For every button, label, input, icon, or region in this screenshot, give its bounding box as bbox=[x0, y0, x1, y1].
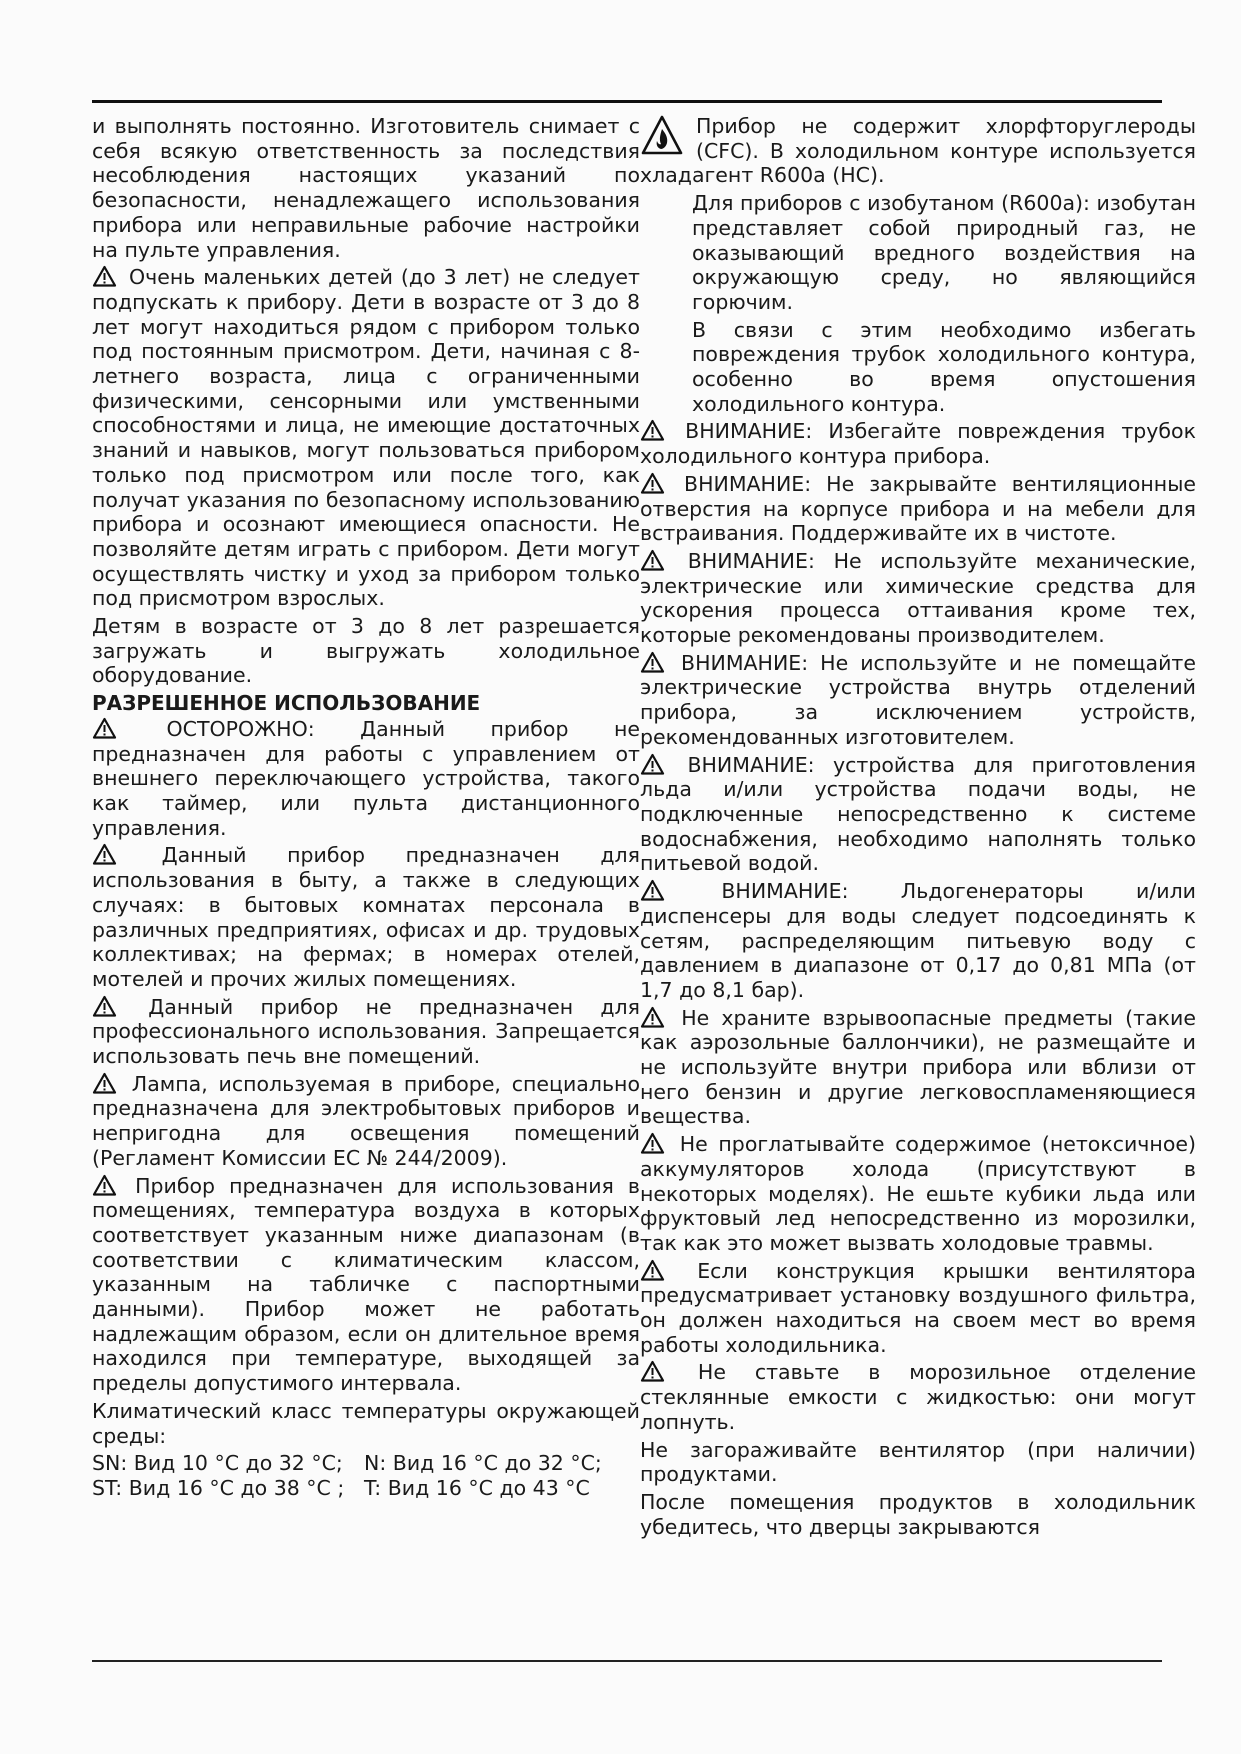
warning-9 bbox=[640, 1259, 1196, 1358]
warning-icon bbox=[92, 1072, 117, 1094]
warning-icon bbox=[640, 753, 665, 775]
section-heading: РАЗРЕШЕННОЕ ИСПОЛЬЗОВАНИЕ bbox=[92, 691, 481, 716]
fan-paragraph: Не загораживайте вентилятор (при наличии) продуктами. bbox=[640, 1437, 1196, 1487]
warning-icon bbox=[640, 549, 665, 571]
warning-icon bbox=[640, 1360, 665, 1382]
lamp-text: Лампа, используемая в приборе, специально предназначена для электробытовых приборов и непригодна для освещения помещений (Регламент Комиссии ЕС № 244/2009). bbox=[92, 1071, 640, 1170]
not-professional-paragraph bbox=[92, 995, 640, 1069]
not-professional-text: Данный прибор не предназначен для профессионального использования. Запрещается использовать печь вне помещений. bbox=[92, 994, 640, 1069]
left-column bbox=[92, 114, 640, 1501]
climate-row-1 bbox=[92, 1451, 640, 1476]
cfc-text-1: Прибор не содержит хлорфторуглероды (CFC). В холодильном контуре используется хладагент R600a (HC). bbox=[640, 114, 1196, 188]
household-paragraph bbox=[92, 843, 640, 991]
right-column bbox=[640, 114, 1196, 1542]
warning-icon bbox=[92, 995, 117, 1017]
warning-icon bbox=[640, 879, 665, 901]
warning-10 bbox=[640, 1360, 1196, 1434]
warning-icon bbox=[92, 843, 117, 865]
rooms-paragraph bbox=[92, 1174, 640, 1396]
warning-7 bbox=[640, 1006, 1196, 1130]
household-text: Данный прибор предназначен для использования в быту, а также в следующих случаях: в бытовых комнатах персонала в различных предприятиях, офисах и др. трудовых коллективах; на фермах; в номерах отелей, мотелей и прочих жилых помещениях. bbox=[92, 843, 640, 991]
climate-sn: SN: Вид 10 °C до 32 °C; bbox=[92, 1451, 343, 1476]
warning-4-text: ВНИМАНИЕ: Не используйте и не помещайте электрические устройства внутрь отделений прибора, за исключением устройств, рекомендованных изготовителем. bbox=[640, 650, 1196, 749]
warning-9-text: Если конструкция крышки вентилятора предусматривает установку воздушного фильтра, он должен находиться на своем мест во время работы холодильника. bbox=[640, 1258, 1196, 1357]
warning-1-text: ВНИМАНИЕ: Избегайте повреждения трубок холодильного контура прибора. bbox=[640, 419, 1196, 469]
lamp-paragraph bbox=[92, 1072, 640, 1171]
warning-1 bbox=[640, 419, 1196, 468]
flammable-warning-icon bbox=[640, 114, 684, 158]
warning-2 bbox=[640, 472, 1196, 546]
warning-6 bbox=[640, 879, 1196, 1003]
rooms-text: Прибор предназначен для использования в помещениях, температура воздуха в которых соответствует указанным ниже диапазонам (в соответствии с климатическим классом, указанным на табличке с паспортными данными). Прибор может не работать надлежащим образом, если он длительное время находился при температуре, выходящей за пределы допустимого интервала. bbox=[92, 1173, 640, 1396]
warning-8 bbox=[640, 1132, 1196, 1256]
climate-st: ST: Вид 16 °C до 38 °C ; bbox=[92, 1475, 345, 1500]
cfc-text-3: В связи с этим необходимо избегать повреждения трубок холодильного контура, особенно во время опустошения холодильного контура. bbox=[692, 317, 1196, 416]
warning-3-text: ВНИМАНИЕ: Не используйте механические, электрические или химические средства для ускорения процесса оттаивания кроме тех, которые рекомендованы производителем. bbox=[640, 548, 1196, 648]
cfc-block bbox=[640, 114, 1196, 416]
warning-icon bbox=[640, 419, 665, 441]
children-warning-text: Очень маленьких детей (до 3 лет) не следует подпускать к прибору. Дети в возрасте от 3 до 8 лет могут находиться рядом с прибором только под постоянным присмотром. Дети, начиная с 8-летнего возраста, лица с ограниченными физическими, сенсорными или умственными способностями и лица, не имеющие достаточных знаний и навыков, могут пользоваться прибором только под присмотром или после того, как получат указания по безопасному использованию прибора и осознают имеющиеся опасности. Не позволяйте детям играть с прибором. Дети могут осуществлять чистку и уход за прибором только под присмотром взрослых. bbox=[92, 265, 640, 611]
intro-paragraph: и выполнять постоянно. Изготовитель снимает с себя всякую ответственность за последствия несоблюдения настоящих указаний по безопасности, ненадлежащего использования прибора или неправильные рабочие настройки на пульте управления. bbox=[92, 114, 640, 262]
warning-icon bbox=[640, 651, 665, 673]
warning-icon bbox=[92, 265, 117, 287]
warning-icon bbox=[640, 1006, 665, 1028]
warning-2-text: ВНИМАНИЕ: Не закрывайте вентиляционные отверстия на корпусе прибора и на мебели для встраивания. Поддерживайте их в чистоте. bbox=[640, 471, 1196, 546]
children-loading: Детям в возрасте от 3 до 8 лет разрешается загружать и выгружать холодильное оборудование. bbox=[92, 614, 640, 688]
warning-4 bbox=[640, 651, 1196, 750]
warning-icon bbox=[640, 472, 665, 494]
warning-8-text: Не проглатывайте содержимое (нетоксичное) аккумуляторов холода (присутствуют в некоторых моделях). Не ешьте кубики льда или фруктовый лед непосредственно из морозилки, так как это может вызвать холодовые травмы. bbox=[640, 1132, 1196, 1255]
warning-icon bbox=[92, 717, 117, 739]
caution-paragraph bbox=[92, 717, 640, 841]
climate-n: N: Вид 16 °C до 32 °C; bbox=[364, 1451, 602, 1476]
doors-paragraph: После помещения продуктов в холодильник убедитесь, что дверцы закрываются bbox=[640, 1489, 1196, 1539]
bottom-rule bbox=[92, 1660, 1162, 1662]
warning-5-text: ВНИМАНИЕ: устройства для приготовления льда и/или устройства подачи воды, не подключенные непосредственно к системе водоснабжения, необходимо наполнять только питьевой водой. bbox=[640, 752, 1196, 876]
children-warning bbox=[92, 265, 640, 611]
warning-10-text: Не ставьте в морозильное отделение стеклянные емкости с жидкостью: они могут лопнуть. bbox=[640, 1360, 1196, 1434]
top-rule bbox=[92, 100, 1162, 103]
warning-icon bbox=[640, 1132, 665, 1154]
cfc-text-2: Для приборов с изобутаном (R600a): изобутан представляет собой природный газ, не оказывающий вредного воздействия на окружающую среду, но являющийся горючим. bbox=[692, 191, 1196, 314]
warning-3 bbox=[640, 549, 1196, 648]
warning-icon bbox=[640, 1259, 665, 1281]
warning-icon bbox=[92, 1174, 117, 1196]
climate-label: Климатический класс температуры окружающей среды: bbox=[92, 1398, 640, 1448]
climate-t: T: Вид 16 °C до 43 °C bbox=[364, 1475, 590, 1500]
caution-text: ОСТОРОЖНО: Данный прибор не предназначен для работы с управлением от внешнего переключающего устройства, такого как таймер, или пульта дистанционного управления. bbox=[92, 716, 640, 840]
warning-5 bbox=[640, 753, 1196, 877]
climate-row-2 bbox=[92, 1476, 640, 1501]
warning-6-text: ВНИМАНИЕ: Льдогенераторы и/или диспенсеры для воды следует подсоединять к сетям, распределяющим питьевую воду с давлением в диапазоне от 0,17 до 0,81 МПа (от 1,7 до 8,1 бар). bbox=[640, 879, 1196, 1002]
warning-7-text: Не храните взрывоопасные предметы (такие как аэрозольные баллончики), не размещайте и не используйте внутри прибора или вблизи от него бензин и другие легковоспламеняющиеся вещества. bbox=[640, 1005, 1196, 1129]
